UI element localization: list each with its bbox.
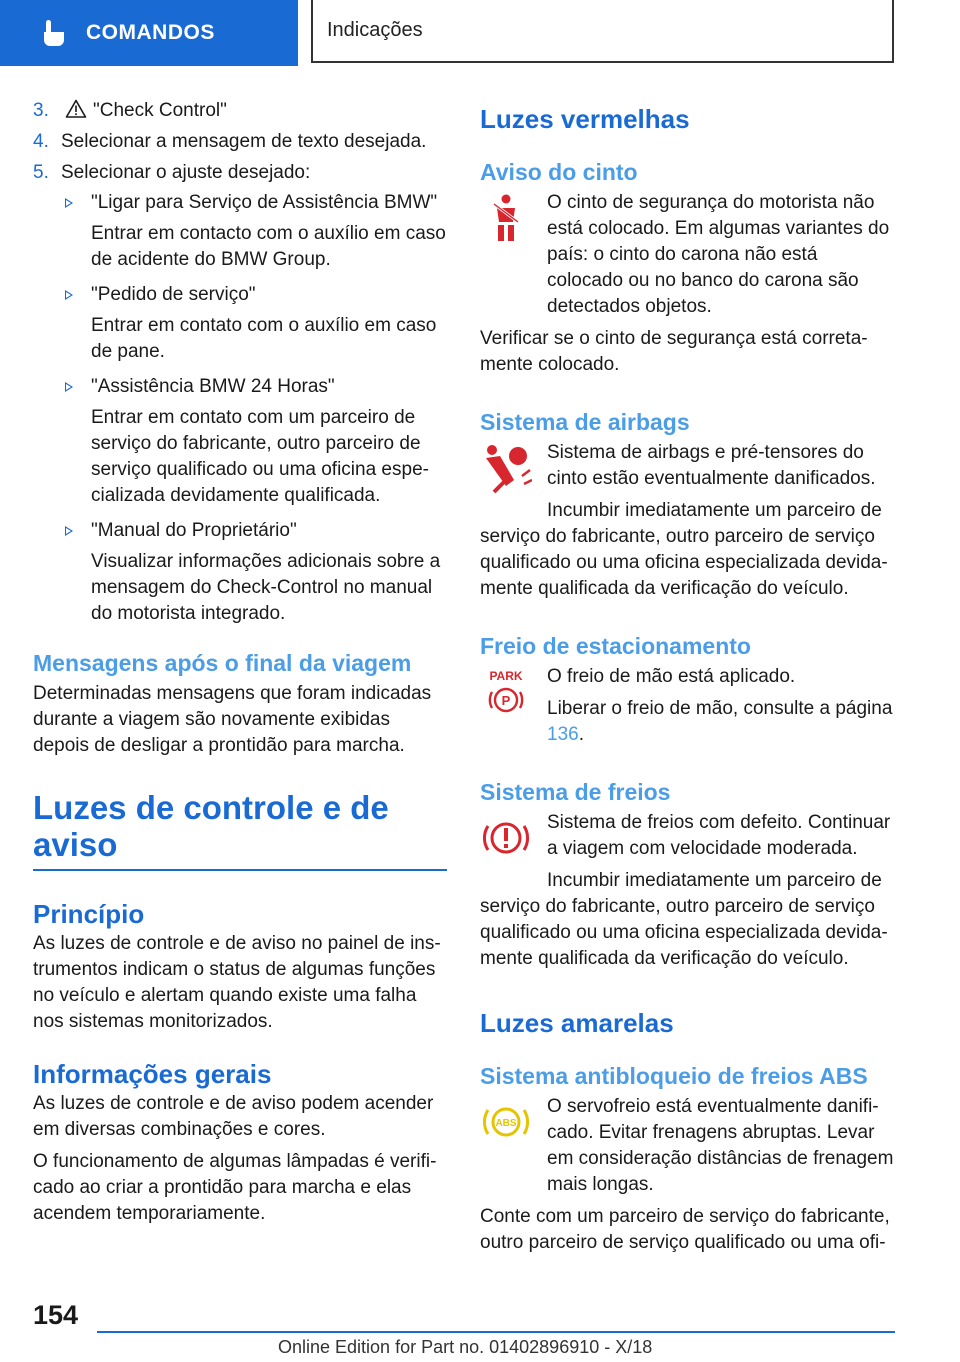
parking-brake-block — [480, 664, 898, 748]
step-number: 3. — [33, 100, 49, 121]
after-trip-heading: Mensagens após o final da viagem — [33, 650, 412, 676]
warning-triangle-icon — [65, 99, 87, 118]
option-desc: Entrar em contato com um parceiro de serviço do fabricante, outro parceiro de serviço qualificado ou uma oficina espe-cializada devidamente qualificada. — [91, 407, 429, 506]
parking-brake-icon — [480, 666, 532, 718]
step-5 — [33, 160, 447, 627]
abs-text-1: O servofreio está eventualmente danifi-cado. Evitar frenagens abruptas. Levar em consideração distâncias de frenagem mais longas. — [547, 1096, 894, 1195]
step-3 — [33, 98, 447, 124]
bullet-triangle-icon — [65, 290, 73, 300]
abs-icon-label: ABS — [495, 1118, 517, 1129]
chapter-tab[interactable] — [0, 0, 298, 66]
parking-brake-text-2 — [480, 696, 898, 748]
parking-brake-heading: Freio de estacionamento — [480, 633, 751, 659]
general-info-text-1: As luzes de controle e de aviso podem acender em diversas combinações e cores. — [33, 1093, 434, 1140]
yellow-lights-heading: Luzes amarelas — [480, 1008, 674, 1038]
option-item — [61, 518, 447, 627]
brake-system-block — [480, 810, 898, 862]
option-desc: Entrar em contato com o auxílio em caso de pane. — [91, 315, 437, 362]
airbag-block — [480, 440, 898, 492]
abs-heading: Sistema antibloqueio de freios ABS — [480, 1063, 868, 1089]
chapter-title: Luzes de controle e de aviso — [33, 789, 447, 871]
option-list — [61, 190, 447, 627]
seatbelt-block — [480, 190, 898, 320]
edition-note: Online Edition for Part no. 01402896910 - X/18 — [278, 1337, 653, 1357]
option-desc: Visualizar informações adicionais sobre a mensagem do Check-Control no manual do motorista integrado. — [91, 551, 441, 624]
general-info-heading: Informações gerais — [33, 1059, 272, 1089]
after-trip-text: Determinadas mensagens que foram indicadas durante a viagem são novamente exibidas depois de desligar a prontidão para marcha. — [33, 683, 432, 756]
footer-rule — [97, 1331, 895, 1333]
parking-brake-icon-letter: P — [501, 693, 511, 708]
parking-brake-icon-label: PARK — [489, 669, 523, 683]
red-lights-heading: Luzes vermelhas — [480, 104, 690, 134]
parking-brake-instruction: Liberar o freio de mão, consulte a página — [547, 698, 893, 719]
page-reference-link[interactable]: 136 — [547, 724, 579, 745]
left-column — [33, 98, 447, 1227]
right-column — [480, 98, 898, 1256]
principle-text: As luzes de controle e de aviso no painel de ins-trumentos indicam o status de algumas funções no veículo e alertam quando existe uma falha nos sistemas monitorizados. — [33, 933, 441, 1032]
principle-heading: Princípio — [33, 899, 145, 929]
steps-list — [33, 98, 447, 627]
option-title: "Assistência BMW 24 Horas" — [91, 376, 335, 397]
abs-text-2: Conte com um parceiro de serviço do fabricante, outro parceiro de serviço qualificado ou uma ofi- — [480, 1206, 890, 1253]
bullet-triangle-icon — [65, 526, 73, 536]
seatbelt-heading: Aviso do cinto — [480, 159, 638, 185]
brake-system-text-2: Incumbir imediatamente um parceiro de serviço do fabricante, outro parceiro de serviço qualificado ou uma oficina especializada devida-mente qualificada da verificação do veículo. — [480, 870, 888, 969]
general-info-text-2: O funcionamento de algumas lâmpadas é verifi-cado ao criar a prontidão para marcha e elas acendem temporariamente. — [33, 1151, 437, 1224]
option-title: "Manual do Proprietário" — [91, 520, 297, 541]
airbag-heading: Sistema de airbags — [480, 409, 690, 435]
seatbelt-warning-icon — [480, 192, 532, 244]
pointing-hand-icon — [38, 18, 68, 48]
abs-warning-icon — [480, 1096, 532, 1148]
airbag-text-2: Incumbir imediatamente um parceiro de serviço do fabricante, outro parceiro de serviço qualificado ou uma oficina especializada devida-mente qualificada da verificação do veículo. — [480, 500, 888, 599]
bullet-triangle-icon — [65, 198, 73, 208]
option-title: "Pedido de serviço" — [91, 284, 256, 305]
step-number: 4. — [33, 131, 49, 152]
airbag-text-1: Sistema de airbags e pré-tensores do cinto estão eventualmente danificados. — [547, 442, 876, 489]
brake-warning-icon — [480, 812, 532, 864]
step-number: 5. — [33, 162, 49, 183]
brake-system-text-1: Sistema de freios com defeito. Continuar a viagem com velocidade moderada. — [547, 812, 891, 859]
seatbelt-text-2: Verificar se o cinto de segurança está correta-mente colocado. — [480, 328, 868, 375]
bullet-triangle-icon — [65, 382, 73, 392]
option-item — [61, 282, 447, 365]
airbag-warning-icon — [480, 442, 532, 494]
option-desc: Entrar em contacto com o auxílio em caso de acidente do BMW Group. — [91, 223, 446, 270]
abs-block — [480, 1094, 898, 1198]
option-item — [61, 190, 447, 273]
seatbelt-text-1: O cinto de segurança do motorista não está colocado. Em algumas variantes do país: o cinto do carona não está colocado ou no banco do carona são detectados objetos. — [547, 192, 890, 317]
parking-brake-text-1: O freio de mão está aplicado. — [547, 666, 796, 687]
step-text: Selecionar a mensagem de texto desejada. — [61, 131, 427, 152]
section-header — [311, 0, 894, 63]
option-item — [61, 374, 447, 509]
step-text: "Check Control" — [93, 100, 227, 121]
option-title: "Ligar para Serviço de Assistência BMW" — [91, 192, 438, 213]
chapter-tab-label: COMANDOS — [86, 21, 215, 44]
brake-system-heading: Sistema de freios — [480, 779, 671, 805]
step-4 — [33, 129, 447, 155]
page-number: 154 — [33, 1300, 79, 1330]
parking-brake-instruction-end: . — [578, 724, 584, 745]
step-text: Selecionar o ajuste desejado: — [61, 162, 311, 183]
section-header-label: Indicações — [327, 19, 423, 41]
